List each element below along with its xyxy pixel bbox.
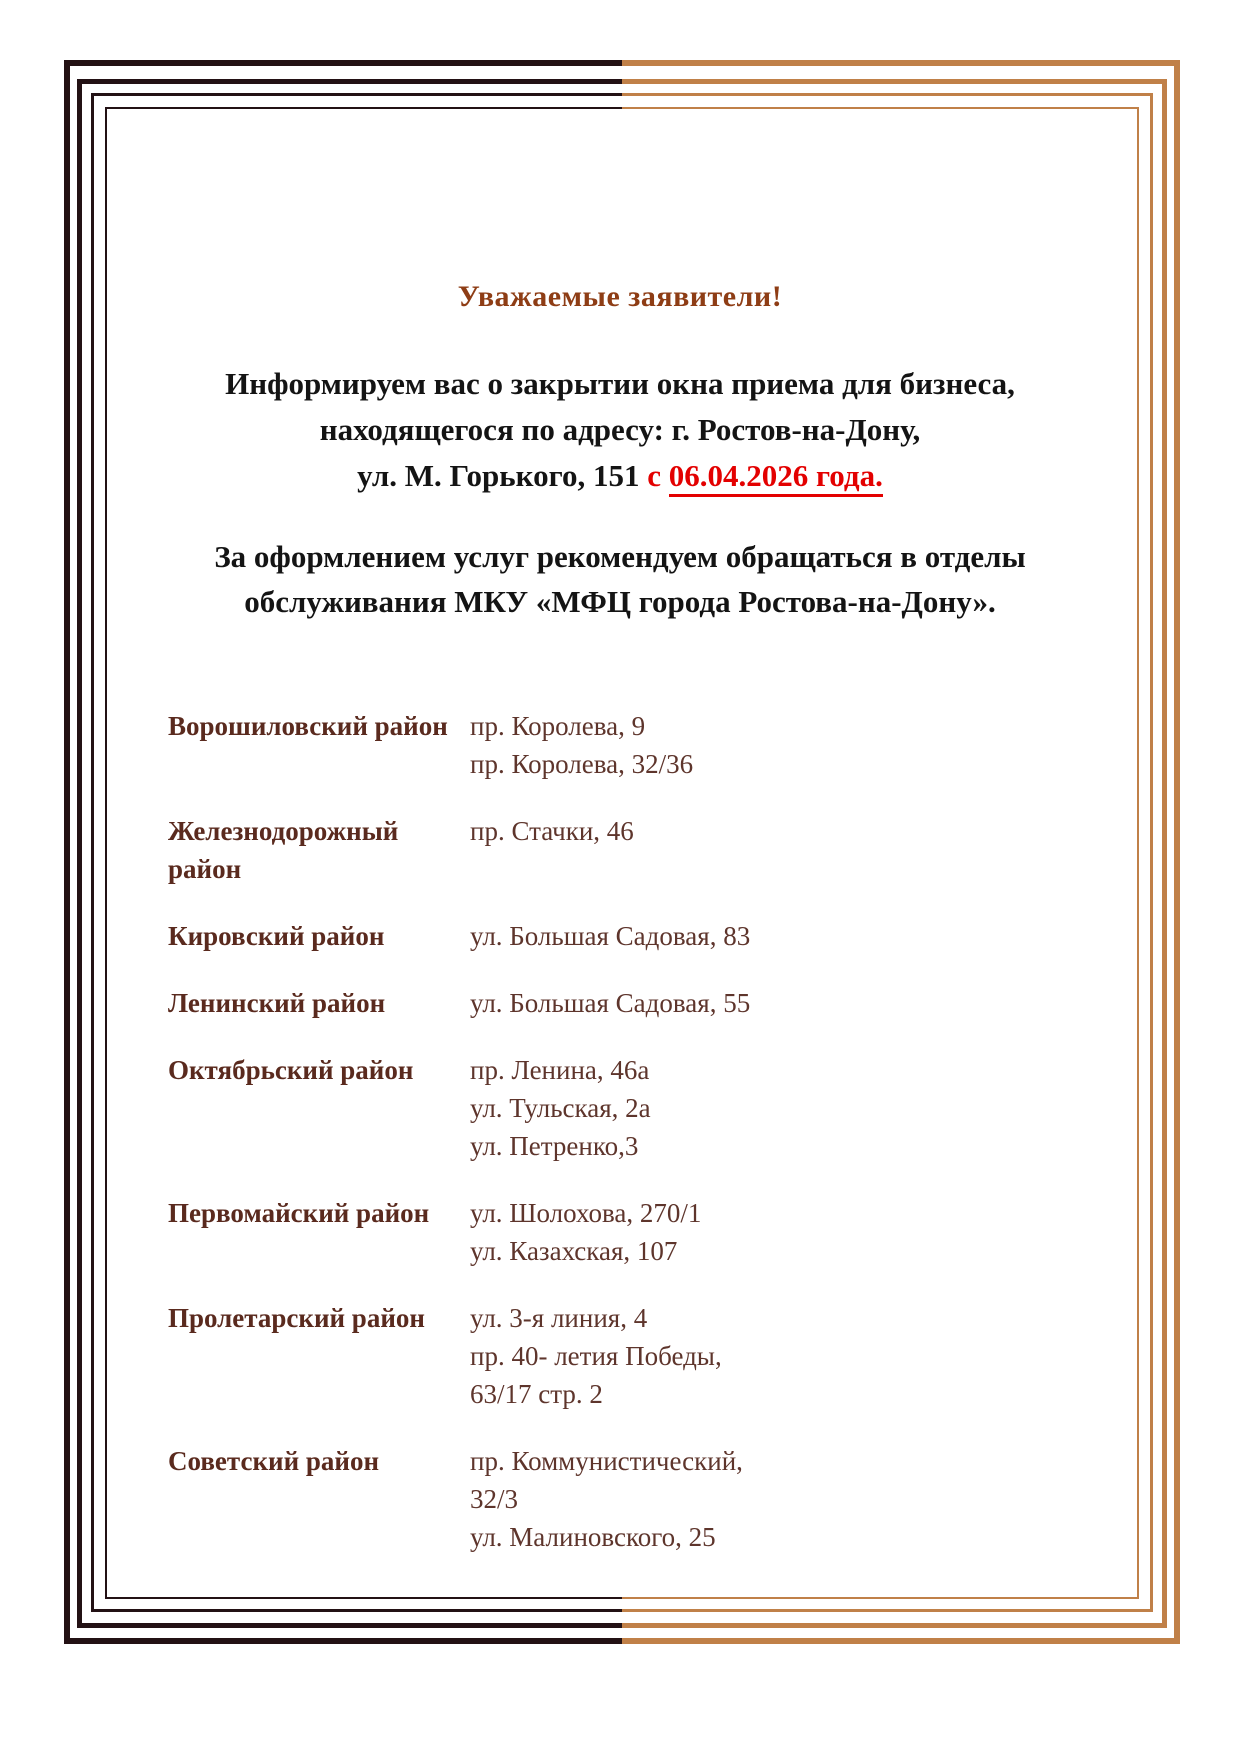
district-row <box>168 917 1100 955</box>
closure-date: 06.04.2026 года. <box>669 458 883 497</box>
district-addresses <box>470 812 1100 850</box>
district-addresses <box>470 984 1100 1022</box>
address-line: пр. Королева, 9 <box>470 711 646 741</box>
address-line: ул. Малиновского, 25 <box>470 1522 716 1552</box>
district-name: Кировский район <box>168 921 385 951</box>
district-name: Советский район <box>168 1446 380 1476</box>
district-row <box>168 1299 1100 1413</box>
district-addresses <box>470 917 1100 955</box>
address-line: ул. Большая Садовая, 55 <box>470 988 751 1018</box>
address-line: ул. Петренко,3 <box>470 1131 639 1161</box>
address-line: пр. Коммунистический, <box>470 1446 743 1476</box>
district-row <box>168 707 1100 783</box>
district-name: Октябрьский район <box>168 1055 414 1085</box>
address-line: 63/17 стр. 2 <box>470 1379 603 1409</box>
district-name: Первомайский район <box>168 1198 430 1228</box>
address-line: 32/3 <box>470 1484 519 1514</box>
notice-line-1: Информируем вас о закрытии окна приема для бизнеса, <box>225 366 1015 401</box>
recommendation-line-2: обслуживания МКУ «МФЦ города Ростова-на-Дону». <box>244 584 996 619</box>
closure-notice-paragraph <box>130 361 1110 499</box>
notice-line-2: находящегося по адресу: г. Ростов-на-Дону, <box>319 412 921 447</box>
district-addresses <box>470 1051 1100 1165</box>
address-line: ул. Шолохова, 270/1 <box>470 1198 702 1228</box>
notice-street-address: ул. М. Горького, 151 <box>357 458 648 493</box>
notice-date-preposition: с <box>647 458 669 493</box>
address-line: ул. Казахская, 107 <box>470 1236 678 1266</box>
district-name: Железнодорожный район <box>168 816 399 884</box>
district-row <box>168 812 1100 888</box>
address-line: ул. Большая Садовая, 83 <box>470 921 751 951</box>
recommendation-line-1: За оформлением услуг рекомендуем обращаться в отделы <box>214 539 1026 574</box>
district-name: Пролетарский район <box>168 1303 425 1333</box>
address-line: пр. Королева, 32/36 <box>470 749 694 779</box>
district-row <box>168 1051 1100 1165</box>
district-row <box>168 1194 1100 1270</box>
address-line: пр. 40- летия Победы, <box>470 1341 722 1371</box>
district-addresses <box>470 1194 1100 1270</box>
address-line: ул. 3-я линия, 4 <box>470 1303 648 1333</box>
document-title: Уважаемые заявители! <box>457 280 783 313</box>
district-address-list <box>168 707 1100 1585</box>
address-line: ул. Тульская, 2а <box>470 1093 651 1123</box>
district-row <box>168 1442 1100 1556</box>
district-addresses <box>470 707 1100 783</box>
address-line: пр. Стачки, 46 <box>470 816 634 846</box>
district-addresses <box>470 1442 1100 1556</box>
district-name: Ворошиловский район <box>168 711 448 741</box>
district-row <box>168 984 1100 1022</box>
recommendation-paragraph <box>130 534 1110 624</box>
district-name: Ленинский район <box>168 988 386 1018</box>
district-addresses <box>470 1299 1100 1413</box>
address-line: пр. Ленина, 46а <box>470 1055 650 1085</box>
notice-line-3 <box>130 453 1110 499</box>
